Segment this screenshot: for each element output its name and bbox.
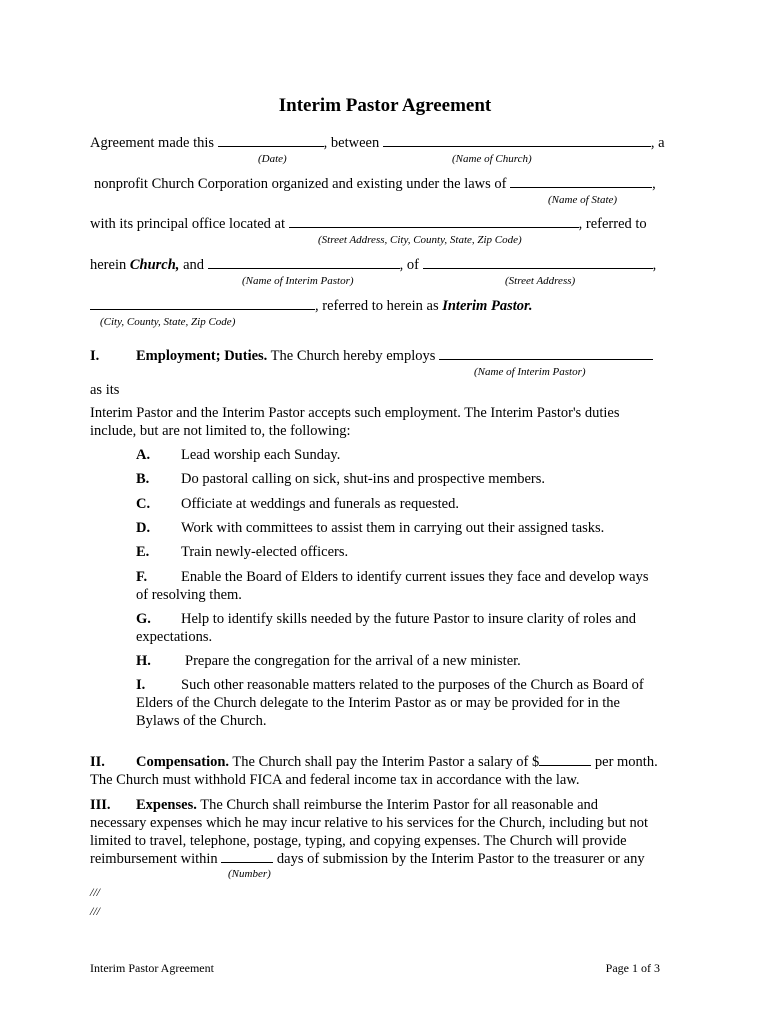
state-blank[interactable] [510, 175, 652, 188]
section-2-line-2: The Church must withhold FICA and federal income tax in accordance with the law. [90, 772, 580, 788]
interim-pastor-name-hint: (Name of Interim Pastor) [242, 275, 354, 287]
duty-label: B. [136, 471, 150, 487]
section-1-para-1: Interim Pastor and the Interim Pastor accepts such employment. The Interim Pastor's duties [90, 405, 620, 421]
footer-document-name: Interim Pastor Agreement [90, 961, 214, 975]
duty-text-continued: expectations. [136, 629, 213, 645]
preamble-text: , between [323, 135, 383, 151]
duty-text: Lead worship each Sunday. [181, 447, 341, 463]
preamble-text: herein [90, 257, 130, 273]
section-1-heading: Employment; Duties. [136, 348, 268, 364]
salary-blank[interactable] [539, 753, 591, 766]
duty-label: A. [136, 447, 151, 463]
church-name-blank[interactable] [383, 134, 651, 147]
duty-label: D. [136, 520, 151, 536]
section-2-number: II. [90, 754, 105, 770]
duty-text: Such other reasonable matters related to the purposes of the Church as Board of [181, 677, 644, 693]
duty-text: Enable the Board of Elders to identify current issues they face and develop ways [181, 569, 649, 585]
as-its-text: as its [90, 382, 120, 398]
office-address-blank[interactable] [289, 215, 579, 228]
date-blank[interactable] [218, 134, 324, 147]
page-title: Interim Pastor Agreement [278, 95, 492, 116]
street-address-hint: (Street Address) [505, 275, 576, 287]
section-3-text: days of submission by the Interim Pastor to the treasurer or any [273, 851, 645, 867]
preamble-line-5 [90, 297, 532, 315]
duty-text: Prepare the congregation for the arrival of a new minister. [185, 653, 521, 669]
state-hint: (Name of State) [548, 194, 618, 206]
preamble-line-4 [90, 256, 656, 274]
duty-label: I. [136, 677, 146, 693]
duty-text-continued: Elders of the Church delegate to the Interim Pastor as or may be provided for in the [136, 695, 620, 711]
preamble-text: Agreement made this [90, 135, 218, 151]
preamble-line-2 [94, 175, 656, 193]
church-name-hint: (Name of Church) [452, 153, 532, 165]
section-3-line-3: limited to travel, telephone, postage, typing, and copying expenses. The Church will provide [90, 833, 627, 849]
preamble-text: with its principal office located at [90, 216, 289, 232]
section-3-text: The Church shall reimburse the Interim Pastor for all reasonable and [196, 797, 599, 813]
employed-pastor-hint: (Name of Interim Pastor) [474, 366, 586, 378]
interim-pastor-term: Interim Pastor. [442, 298, 533, 314]
city-blank[interactable] [90, 297, 315, 310]
section-3-line-2: necessary expenses which he may incur relative to his services for the Church, including but not [90, 815, 649, 831]
section-1-para-2: include, but are not limited to, the following: [90, 423, 351, 439]
footer-page-number: Page 1 of 3 [605, 961, 660, 975]
duty-text: Do pastoral calling on sick, shut-ins and prospective members. [181, 471, 546, 487]
section-3-heading: Expenses. [136, 797, 197, 813]
street-address-blank[interactable] [423, 256, 653, 269]
section-1-text: The Church hereby employs [267, 348, 439, 364]
section-2-line [136, 753, 658, 771]
section-3-number: III. [90, 797, 111, 813]
preamble-text: , referred to herein as [315, 298, 443, 314]
section-1-number: I. [90, 348, 100, 364]
duty-label: G. [136, 611, 151, 627]
section-1-line [136, 347, 653, 365]
preamble-text: , a [650, 135, 665, 151]
duty-text: Train newly-elected officers. [181, 544, 349, 560]
section-2-text: The Church shall pay the Interim Pastor a salary of $ [229, 754, 540, 770]
continuation-mark: /// [90, 904, 101, 918]
interim-pastor-name-blank[interactable] [208, 256, 400, 269]
duty-text-continued: of resolving them. [136, 587, 242, 603]
section-3-line-4 [90, 850, 645, 868]
preamble-line-3 [90, 215, 647, 233]
section-3-text: reimbursement within [90, 851, 222, 867]
date-hint: (Date) [258, 153, 287, 165]
number-hint: (Number) [228, 868, 271, 880]
duty-label: H. [136, 653, 151, 669]
preamble-text: and [179, 257, 208, 273]
duty-text-continued: Bylaws of the Church. [136, 713, 267, 729]
reimbursement-days-blank[interactable] [221, 850, 273, 863]
preamble-text: nonprofit Church Corporation organized and existing under the laws of [94, 176, 511, 192]
duty-text: Work with committees to assist them in carrying out their assigned tasks. [181, 520, 605, 536]
office-address-hint: (Street Address, City, County, State, Zip Code) [318, 234, 522, 246]
city-hint: (City, County, State, Zip Code) [100, 316, 236, 328]
preamble-text: , [652, 176, 656, 192]
duty-label: E. [136, 544, 150, 560]
duty-label: C. [136, 496, 151, 512]
section-2-text: per month. [591, 754, 658, 770]
duty-text: Officiate at weddings and funerals as requested. [181, 496, 459, 512]
employed-pastor-blank[interactable] [439, 347, 653, 360]
duty-text: Help to identify skills needed by the future Pastor to insure clarity of roles and [181, 611, 637, 627]
preamble-text: , of [399, 257, 423, 273]
preamble-text: , referred to [578, 216, 647, 232]
preamble-text: , [652, 257, 657, 273]
section-2-heading: Compensation. [136, 754, 230, 770]
continuation-mark: /// [90, 885, 101, 899]
preamble-line-1 [90, 134, 665, 152]
church-term: Church, [129, 257, 180, 273]
section-3-line [136, 796, 598, 814]
duty-label: F. [136, 569, 148, 585]
